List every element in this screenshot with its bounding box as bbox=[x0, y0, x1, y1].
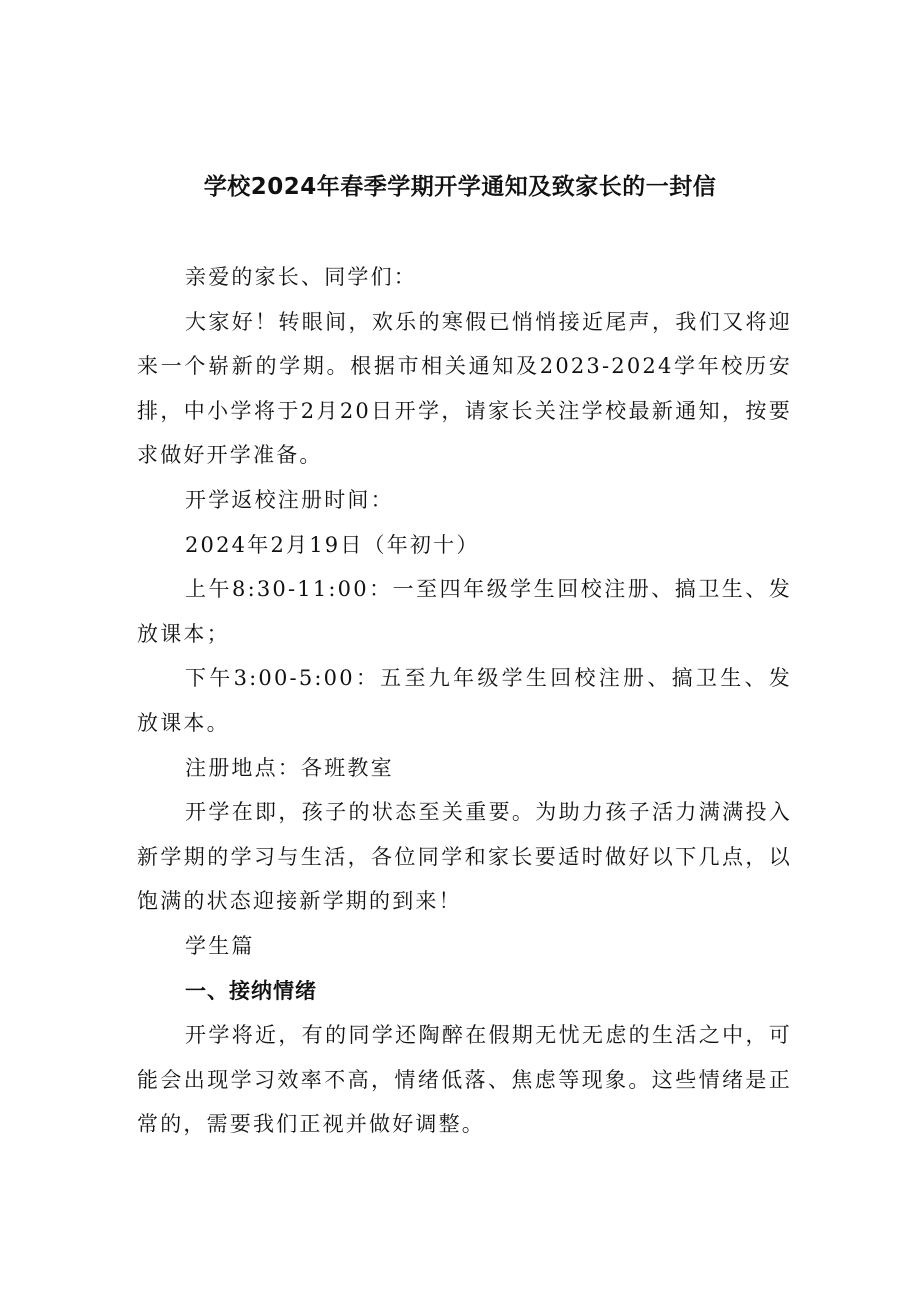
registration-time-label: 开学返校注册时间： bbox=[185, 487, 394, 512]
emotions-paragraph: 开学将近，有的同学还陶醉在假期无忧无虑的生活之中，可能会出现学习效率不高，情绪低落、焦虑等现象。这些情绪是正常的，需要我们正视并做好调整。 bbox=[137, 1023, 792, 1137]
section-heading-emotions: 一、接纳情绪 bbox=[185, 978, 317, 1003]
document-title: 学校2024年春季学期开学通知及致家长的一封信 bbox=[203, 174, 717, 200]
afternoon-schedule: 下午3:00-5:00：五至九年级学生回校注册、搞卫生、发放课本。 bbox=[137, 666, 792, 735]
morning-schedule: 上午8:30-11:00：一至四年级学生回校注册、搞卫生、发放课本； bbox=[137, 577, 792, 646]
salutation: 亲爱的家长、同学们： bbox=[185, 265, 417, 289]
intro-paragraph: 开学在即，孩子的状态至关重要。为助力孩子活力满满投入新学期的学习与生活，各位同学和家长要适时做好以下几点，以饱满的状态迎接新学期的到来！ bbox=[137, 800, 792, 914]
registration-location: 注册地点：各班教室 bbox=[185, 755, 394, 780]
greeting-paragraph: 大家好！转眼间，欢乐的寒假已悄悄接近尾声，我们又将迎来一个崭新的学期。根据市相关通知及2023-2024学年校历安排，中小学将于2月20日开学，请家长关注学校最新通知，按要求做好开学准备。 bbox=[137, 309, 792, 468]
document-body bbox=[137, 255, 792, 1147]
registration-date: 2024年2月19日（年初十） bbox=[185, 532, 480, 557]
section-label-students: 学生篇 bbox=[185, 933, 255, 958]
